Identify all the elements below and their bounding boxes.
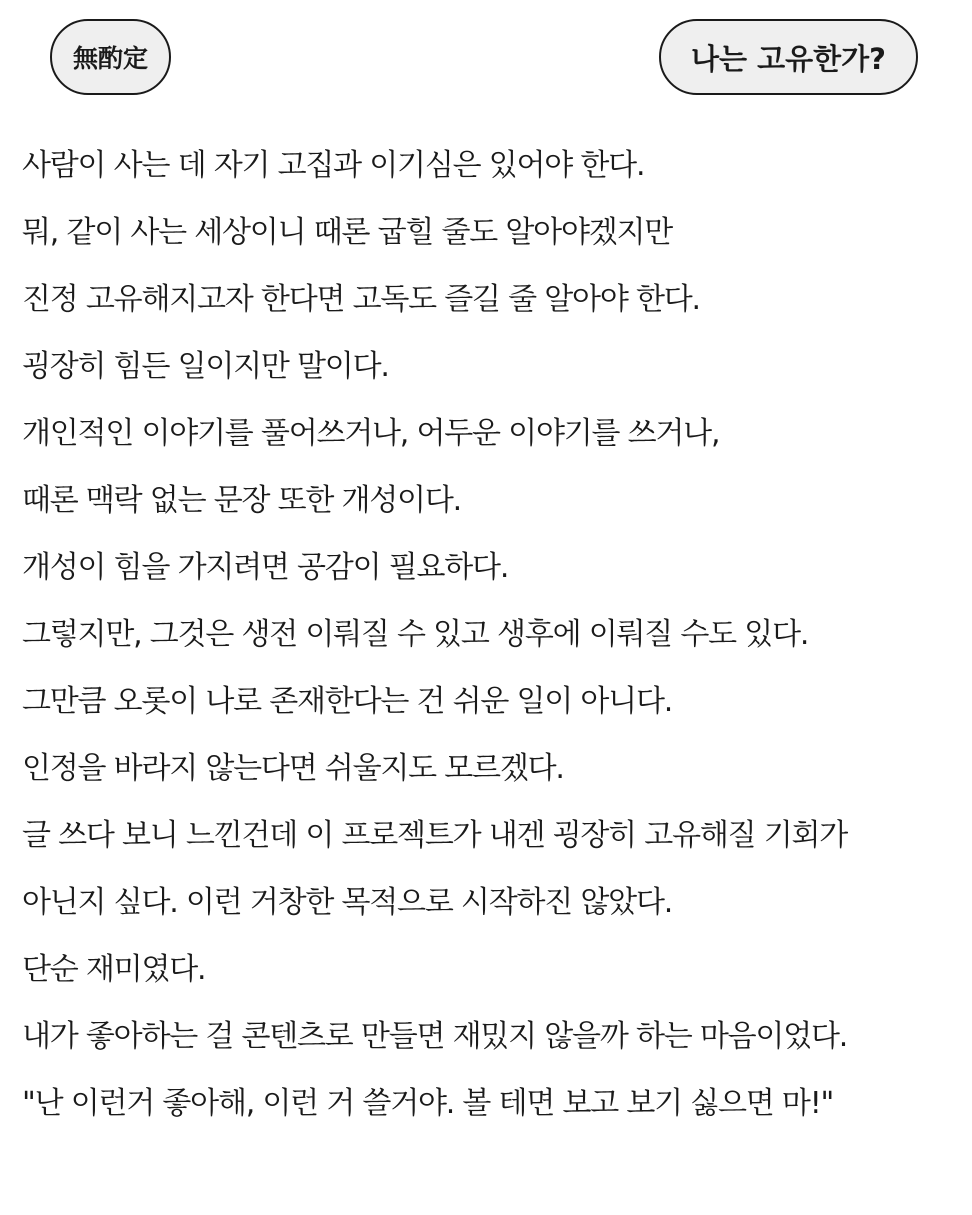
title-badge: 나는 고유한가? xyxy=(659,19,918,95)
body-text xyxy=(22,132,952,1137)
text-line: 그렇지만, 그것은 생전 이뤄질 수 있고 생후에 이뤄질 수도 있다. xyxy=(22,617,809,652)
text-line: 그만큼 오롯이 나로 존재한다는 건 쉬운 일이 아니다. xyxy=(22,684,673,719)
text-line: 글 쓰다 보니 느낀건데 이 프로젝트가 내겐 굉장히 고유해질 기회가 xyxy=(22,818,848,853)
text-line: 사람이 사는 데 자기 고집과 이기심은 있어야 한다. xyxy=(22,148,645,183)
text-line: 단순 재미였다. xyxy=(22,952,206,987)
text-line: 진정 고유해지고자 한다면 고독도 즐길 줄 알아야 한다. xyxy=(22,282,700,317)
text-line: 때론 맥락 없는 문장 또한 개성이다. xyxy=(22,483,461,518)
text-line: "난 이런거 좋아해, 이런 거 쓸거야. 볼 테면 보고 보기 싫으면 마!" xyxy=(22,1086,834,1121)
text-line: 개성이 힘을 가지려면 공감이 필요하다. xyxy=(22,550,509,585)
text-line: 뭐, 같이 사는 세상이니 때론 굽힐 줄도 알아야겠지만 xyxy=(22,215,673,250)
text-line: 내가 좋아하는 걸 콘텐츠로 만들면 재밌지 않을까 하는 마음이었다. xyxy=(22,1019,848,1054)
text-line: 굉장히 힘든 일이지만 말이다. xyxy=(22,349,389,384)
text-line: 개인적인 이야기를 풀어쓰거나, 어두운 이야기를 쓰거나, xyxy=(22,416,720,451)
text-line: 아닌지 싶다. 이런 거창한 목적으로 시작하진 않았다. xyxy=(22,885,673,920)
brand-badge: 無酌定 xyxy=(50,19,171,95)
text-line: 인정을 바라지 않는다면 쉬울지도 모르겠다. xyxy=(22,751,564,786)
